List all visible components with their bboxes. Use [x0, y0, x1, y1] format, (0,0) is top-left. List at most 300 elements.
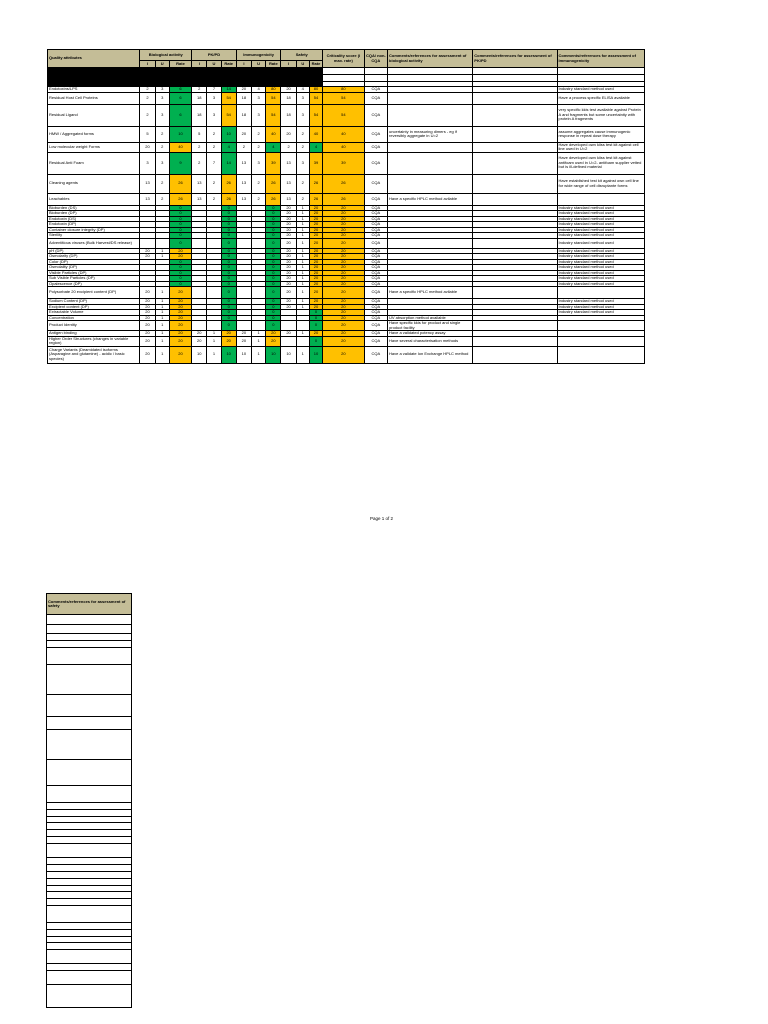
- bio-rate: 20: [169, 310, 191, 316]
- pk-rate: 0: [221, 287, 236, 299]
- comment-pkpd: [473, 92, 557, 104]
- safety-comment-cell: [47, 892, 132, 899]
- bio-uncertainty: 3: [155, 152, 169, 174]
- sa-uncertainty: 3: [296, 92, 309, 104]
- sa-rate: 20: [309, 238, 322, 248]
- empty-cell: [236, 75, 251, 82]
- im-uncertainty: 2: [252, 174, 266, 193]
- comment-immuno: [557, 193, 644, 205]
- safety-row: [47, 615, 132, 625]
- sa-impact: 20: [281, 87, 296, 93]
- quality-attribute-name: Product Identity: [48, 321, 140, 331]
- sa-uncertainty: 1: [296, 216, 309, 222]
- empty-cell: [364, 75, 387, 82]
- bio-rate: 0: [169, 211, 191, 217]
- sa-uncertainty: 1: [296, 248, 309, 254]
- im-rate: 0: [266, 211, 281, 217]
- safety-row: [47, 885, 132, 892]
- bio-rate: 6: [169, 92, 191, 104]
- safety-row: [47, 922, 132, 929]
- quality-attribute-name: Excipient content (DP): [48, 304, 140, 310]
- safety-comment-cell: [47, 906, 132, 923]
- pk-uncertainty: 1: [207, 346, 221, 363]
- cqa-status: CQA: [364, 193, 387, 205]
- quality-attribute-name: Low molecular weight Forms: [48, 142, 140, 152]
- pk-impact: [192, 287, 207, 299]
- im-rate: 0: [266, 216, 281, 222]
- empty-cell: [323, 68, 365, 75]
- page-number: Page 1 of 2: [370, 516, 394, 521]
- bio-rate: 0: [169, 259, 191, 265]
- im-uncertainty: 4: [252, 87, 266, 93]
- bio-impact: 20: [140, 321, 155, 331]
- im-rate: 4: [266, 142, 281, 152]
- sa-impact: 20: [281, 265, 296, 271]
- sa-uncertainty: 1: [296, 259, 309, 265]
- safety-comment-cell: [47, 760, 132, 786]
- pk-rate: 0: [221, 315, 236, 321]
- sa-impact: 13: [281, 174, 296, 193]
- safety-comment-cell: [47, 878, 132, 885]
- table-row: [48, 126, 645, 142]
- empty-cell: [473, 68, 557, 75]
- safety-row: [47, 624, 132, 634]
- bio-impact: 20: [140, 287, 155, 299]
- safety-row: [47, 984, 132, 1008]
- comment-pkpd: [473, 152, 557, 174]
- quality-attribute-name: HMW / Aggregated forms: [48, 126, 140, 142]
- criticality-score: 20: [323, 211, 365, 217]
- safety-comment-cell: [47, 729, 132, 759]
- comment-pkpd: [473, 336, 557, 346]
- spacer-row: [48, 68, 645, 75]
- criticality-score: 40: [323, 126, 365, 142]
- criticality-score: 20: [323, 216, 365, 222]
- header-biological-activity: Biological activity: [140, 50, 192, 61]
- im-rate: 0: [266, 287, 281, 299]
- comment-bio: Have several characterisation methods: [388, 336, 473, 346]
- sa-impact: [281, 336, 296, 346]
- safety-comment-cell: [47, 634, 132, 641]
- comment-pkpd: [473, 321, 557, 331]
- sa-uncertainty: 1: [296, 265, 309, 271]
- bio-uncertainty: 1: [155, 254, 169, 260]
- quality-attribute-name: Sub Visible Particles (DP): [48, 276, 140, 282]
- pk-rate: 26: [221, 193, 236, 205]
- pk-uncertainty: 2: [207, 142, 221, 152]
- pk-rate: 0: [221, 304, 236, 310]
- im-rate: 54: [266, 92, 281, 104]
- comment-immuno: Industry standard method used: [557, 205, 644, 211]
- safety-row: [47, 936, 132, 943]
- safety-row: [47, 729, 132, 759]
- header-criticality-score: Criticality score (I max. rate): [323, 50, 365, 68]
- pk-rate: 20: [221, 336, 236, 346]
- sa-rate: 10: [309, 346, 322, 363]
- sa-impact: 20: [281, 270, 296, 276]
- bio-impact: 20: [140, 346, 155, 363]
- im-rate: 0: [266, 259, 281, 265]
- sa-rate: 0: [309, 336, 322, 346]
- criticality-score: 26: [323, 174, 365, 193]
- bio-uncertainty: 2: [155, 193, 169, 205]
- empty-cell: [169, 68, 191, 75]
- sa-impact: 20: [281, 254, 296, 260]
- criticality-score: 20: [323, 276, 365, 282]
- safety-row: [47, 717, 132, 729]
- comment-immuno: Have developed own kiiss test kit against cell line used in U=2: [557, 142, 644, 152]
- sa-impact: 18: [281, 104, 296, 126]
- im-uncertainty: 1: [252, 346, 266, 363]
- safety-row: [47, 695, 132, 717]
- pk-rate: 10: [221, 346, 236, 363]
- sa-uncertainty: 1: [296, 299, 309, 305]
- safety-row: [47, 786, 132, 803]
- criticality-score: 20: [323, 346, 365, 363]
- sa-impact: 13: [281, 152, 296, 174]
- sa-uncertainty: 1: [296, 222, 309, 228]
- im-impact: 18: [236, 104, 251, 126]
- table-row: [48, 142, 645, 152]
- safety-comment-cell: [47, 885, 132, 892]
- empty-cell: [155, 68, 169, 75]
- sa-rate: 0: [309, 315, 322, 321]
- pk-rate: 0: [221, 216, 236, 222]
- bio-rate: 20: [169, 315, 191, 321]
- criticality-score: 40: [323, 142, 365, 152]
- bio-impact: 2: [140, 87, 155, 93]
- table-row: [48, 321, 645, 331]
- im-rate: 0: [266, 310, 281, 316]
- subheader-rate: Rate: [221, 61, 236, 68]
- bio-impact: 20: [140, 336, 155, 346]
- bio-rate: 26: [169, 174, 191, 193]
- safety-row: [47, 837, 132, 844]
- pk-impact: 20: [192, 331, 207, 337]
- safety-row: [47, 809, 132, 816]
- bio-uncertainty: 1: [155, 331, 169, 337]
- safety-row: [47, 857, 132, 864]
- bio-rate: 0: [169, 233, 191, 239]
- safety-header-row: [47, 594, 132, 615]
- cqa-status: CQA: [364, 299, 387, 305]
- sa-uncertainty: 2: [296, 142, 309, 152]
- im-uncertainty: 1: [252, 331, 266, 337]
- im-uncertainty: [252, 287, 266, 299]
- sa-rate: 20: [309, 248, 322, 254]
- comment-immuno: [557, 287, 644, 299]
- bio-uncertainty: 1: [155, 248, 169, 254]
- sa-rate: 20: [309, 281, 322, 287]
- sa-uncertainty: 4: [296, 87, 309, 93]
- comment-bio: [388, 142, 473, 152]
- comment-immuno: [557, 346, 644, 363]
- im-rate: 39: [266, 152, 281, 174]
- sa-impact: 10: [281, 346, 296, 363]
- cqa-status: CQA: [364, 92, 387, 104]
- header-pkpd: PK/PD: [192, 50, 237, 61]
- im-rate: 0: [266, 238, 281, 248]
- pk-rate: 14: [221, 152, 236, 174]
- empty-cell: [296, 75, 309, 82]
- im-rate: 10: [266, 346, 281, 363]
- cqa-status: CQA: [364, 270, 387, 276]
- quality-attribute-name: Bioburden (DS): [48, 205, 140, 211]
- bio-uncertainty: 1: [155, 321, 169, 331]
- sa-impact: [281, 321, 296, 331]
- quality-attribute-name: Endotoxin (DS): [48, 216, 140, 222]
- safety-comment-cell: [47, 809, 132, 816]
- bio-uncertainty: 1: [155, 315, 169, 321]
- cqa-status: CQA: [364, 321, 387, 331]
- sa-rate: 20: [309, 287, 322, 299]
- pk-uncertainty: 3: [207, 92, 221, 104]
- sa-rate: 26: [309, 174, 322, 193]
- header-safety: Safety: [281, 50, 323, 61]
- bio-rate: 0: [169, 265, 191, 271]
- im-impact: 10: [236, 346, 251, 363]
- pk-impact: 5: [192, 126, 207, 142]
- sa-uncertainty: 1: [296, 233, 309, 239]
- bio-rate: 20: [169, 321, 191, 331]
- pk-uncertainty: [207, 321, 221, 331]
- sa-rate: 20: [309, 331, 322, 337]
- comment-immuno: [557, 336, 644, 346]
- comment-immuno: Industry standard method used: [557, 233, 644, 239]
- pk-rate: 54: [221, 92, 236, 104]
- im-uncertainty: 3: [252, 92, 266, 104]
- safety-comment-cell: [47, 871, 132, 878]
- bio-impact: 20: [140, 331, 155, 337]
- quality-attribute-name: Antigen binding: [48, 331, 140, 337]
- sa-rate: 20: [309, 227, 322, 233]
- criticality-score: 20: [323, 310, 365, 316]
- bio-rate: 20: [169, 336, 191, 346]
- bio-impact: 13: [140, 174, 155, 193]
- safety-row: [47, 648, 132, 665]
- safety-comment-cell: [47, 786, 132, 803]
- bio-impact: 5: [140, 126, 155, 142]
- im-uncertainty: 2: [252, 193, 266, 205]
- bio-rate: 20: [169, 304, 191, 310]
- comment-pkpd: [473, 193, 557, 205]
- im-rate: 0: [266, 315, 281, 321]
- bio-impact: 2: [140, 92, 155, 104]
- bio-rate: 0: [169, 270, 191, 276]
- sa-impact: 18: [281, 92, 296, 104]
- bio-rate: 20: [169, 331, 191, 337]
- safety-comment-cell: [47, 837, 132, 844]
- empty-cell: [309, 68, 322, 75]
- table-row: [48, 174, 645, 193]
- cqa-status: CQA: [364, 265, 387, 271]
- comment-immuno: very specific kkis test available against Protein A and fragments but some uncertainity with protein A fragments: [557, 104, 644, 126]
- pk-rate: 0: [221, 233, 236, 239]
- cqa-status: CQA: [364, 248, 387, 254]
- cqa-status: CQA: [364, 104, 387, 126]
- subheader-i: I: [192, 61, 207, 68]
- pk-rate: 20: [221, 331, 236, 337]
- header-row: [48, 50, 645, 61]
- bio-impact: 20: [140, 142, 155, 152]
- table-row: [48, 346, 645, 363]
- sa-rate: 20: [309, 211, 322, 217]
- pk-impact: [192, 238, 207, 248]
- subheader-u: U: [207, 61, 221, 68]
- criticality-score: 20: [323, 254, 365, 260]
- quality-attribute-name: Bioburden (DP): [48, 211, 140, 217]
- safety-comment-cell: [47, 664, 132, 694]
- pk-rate: 0: [221, 281, 236, 287]
- im-impact: [236, 287, 251, 299]
- safety-row: [47, 823, 132, 830]
- im-rate: 0: [266, 304, 281, 310]
- pk-impact: 13: [192, 174, 207, 193]
- comment-bio: [388, 174, 473, 193]
- sa-rate: 20: [309, 304, 322, 310]
- cqa-status: CQA: [364, 315, 387, 321]
- empty-cell: [140, 68, 155, 75]
- im-rate: 80: [266, 87, 281, 93]
- bio-impact: 20: [140, 315, 155, 321]
- safety-comment-cell: [47, 816, 132, 823]
- quality-attribute-name: Polysorbate 20 excipient content (DP): [48, 287, 140, 299]
- pk-rate: 54: [221, 104, 236, 126]
- comment-bio: Have a specific HPLC method avilable: [388, 193, 473, 205]
- sa-rate: 20: [309, 265, 322, 271]
- sa-uncertainty: 2: [296, 174, 309, 193]
- header-comments-bio: Comments/references for assessment of biological activity: [388, 50, 473, 68]
- quality-attributes-table: [47, 49, 645, 364]
- subheader-rate: Rate: [266, 61, 281, 68]
- sa-uncertainty: 1: [296, 304, 309, 310]
- safety-comment-cell: [47, 857, 132, 864]
- safety-comment-cell: [47, 984, 132, 1008]
- comment-bio: Have a validated potency assay: [388, 331, 473, 337]
- safety-comment-cell: [47, 964, 132, 971]
- im-impact: [236, 321, 251, 331]
- pk-rate: 0: [221, 321, 236, 331]
- quality-attribute-name: Residual Anti Foam: [48, 152, 140, 174]
- sa-rate: 20: [309, 205, 322, 211]
- im-rate: 0: [266, 321, 281, 331]
- im-uncertainty: 2: [252, 142, 266, 152]
- subheader-rate: Rate: [169, 61, 191, 68]
- bio-rate: 20: [169, 346, 191, 363]
- comment-bio: Have a specific HPLC method avilable: [388, 287, 473, 299]
- im-impact: 18: [236, 92, 251, 104]
- comment-immuno: Industry standard method used: [557, 299, 644, 305]
- subheader-i: I: [281, 61, 296, 68]
- im-rate: 0: [266, 254, 281, 260]
- comment-pkpd: [473, 238, 557, 248]
- sa-rate: 54: [309, 92, 322, 104]
- quality-attribute-name: Endotoxin (DP): [48, 222, 140, 228]
- sa-uncertainty: 1: [296, 211, 309, 217]
- bio-rate: 0: [169, 276, 191, 282]
- bio-rate: 0: [169, 205, 191, 211]
- empty-cell: [557, 68, 644, 75]
- empty-cell: [140, 75, 155, 82]
- bio-impact: 20: [140, 299, 155, 305]
- pk-impact: 2: [192, 142, 207, 152]
- comment-immuno: Industry standard method used: [557, 259, 644, 265]
- pk-rate: 0: [221, 205, 236, 211]
- comment-immuno: Industry standard method used: [557, 304, 644, 310]
- safety-row: [47, 950, 132, 964]
- criticality-score: 20: [323, 270, 365, 276]
- sa-uncertainty: 1: [296, 346, 309, 363]
- bio-uncertainty: 1: [155, 310, 169, 316]
- empty-cell: [266, 68, 281, 75]
- sa-impact: 20: [281, 233, 296, 239]
- cqa-status: CQA: [364, 174, 387, 193]
- sa-rate: 20: [309, 259, 322, 265]
- subheader-rate: Rate: [309, 61, 322, 68]
- pk-rate: 0: [221, 259, 236, 265]
- quality-attribute-name: Endotoxins/LPS: [48, 87, 140, 93]
- criticality-score: 26: [323, 193, 365, 205]
- criticality-score: 20: [323, 281, 365, 287]
- bio-rate: 20: [169, 287, 191, 299]
- sa-uncertainty: 1: [296, 254, 309, 260]
- quality-attribute-name: Higher Order Structures (changes in variable region): [48, 336, 140, 346]
- subheader-i: I: [140, 61, 155, 68]
- safety-row: [47, 892, 132, 899]
- sa-impact: 20: [281, 222, 296, 228]
- bio-impact: 20: [140, 254, 155, 260]
- table-row: [48, 336, 645, 346]
- pk-rate: 10: [221, 126, 236, 142]
- comment-bio: Have a validate Ion Exchange HPLC method: [388, 346, 473, 363]
- bio-uncertainty: 3: [155, 87, 169, 93]
- sa-impact: 20: [281, 205, 296, 211]
- pk-rate: 0: [221, 211, 236, 217]
- safety-comment-cell: [47, 922, 132, 929]
- pk-impact: [192, 321, 207, 331]
- safety-row: [47, 802, 132, 809]
- empty-cell: [155, 75, 169, 82]
- sa-uncertainty: 2: [296, 193, 309, 205]
- cqa-status: CQA: [364, 216, 387, 222]
- bio-uncertainty: 1: [155, 336, 169, 346]
- cqa-status: CQA: [364, 254, 387, 260]
- quality-attribute-name: Cleaning agents: [48, 174, 140, 193]
- table-row: [48, 238, 645, 248]
- criticality-score: 54: [323, 92, 365, 104]
- empty-cell: [192, 75, 207, 82]
- comment-immuno: Industry standard method used: [557, 281, 644, 287]
- safety-comment-cell: [47, 624, 132, 634]
- safety-comment-cell: [47, 823, 132, 830]
- comment-bio: UV absorption method available: [388, 315, 473, 321]
- safety-comment-cell: [47, 641, 132, 648]
- pk-uncertainty: 7: [207, 152, 221, 174]
- bio-uncertainty: [155, 238, 169, 248]
- empty-cell: [252, 68, 266, 75]
- safety-comment-cell: [47, 717, 132, 729]
- im-impact: [236, 238, 251, 248]
- criticality-score: 54: [323, 104, 365, 126]
- pk-impact: 20: [192, 336, 207, 346]
- sa-rate: 39: [309, 152, 322, 174]
- pk-rate: 0: [221, 238, 236, 248]
- bio-rate: 40: [169, 142, 191, 152]
- criticality-score: 20: [323, 227, 365, 233]
- sa-uncertainty: 1: [296, 205, 309, 211]
- quality-attribute-name: Osmolarity (DP): [48, 254, 140, 260]
- safety-row: [47, 929, 132, 936]
